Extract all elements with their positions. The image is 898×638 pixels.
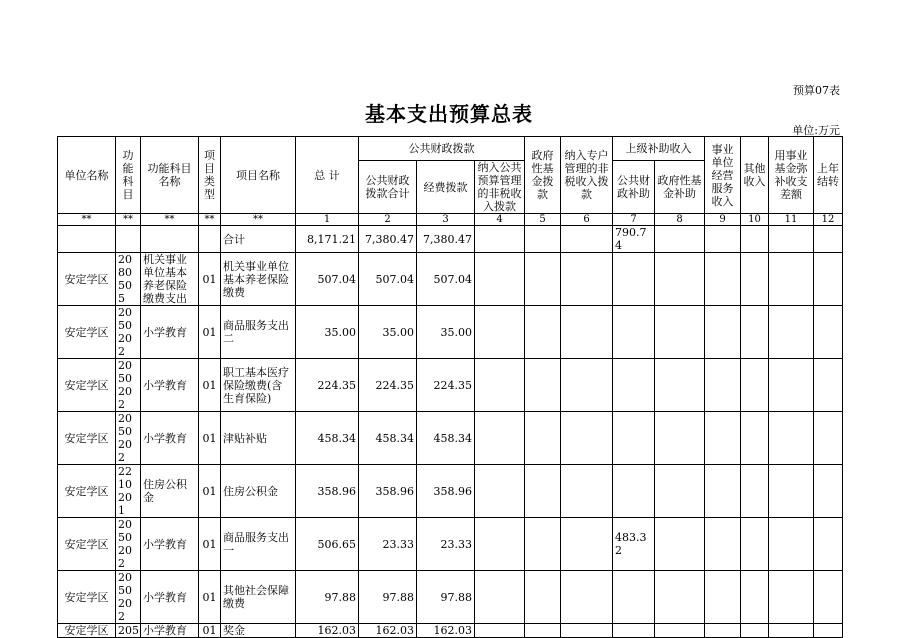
type-cell: 01 (199, 306, 221, 359)
unit-cell: 安定学区 (58, 253, 116, 306)
header-sup-public: 公共财政补助 (613, 161, 655, 214)
index-cell: 5 (525, 214, 561, 226)
header-func-code: 功能科目 (116, 137, 141, 214)
empty-cell (741, 306, 769, 359)
type-cell: 01 (199, 253, 221, 306)
header-carryover: 上年结转 (814, 137, 843, 214)
empty-cell (741, 624, 769, 638)
type-cell: 01 (199, 359, 221, 412)
empty-cell (525, 412, 561, 465)
header-business: 事业单位经营服务收入 (705, 137, 741, 214)
empty-cell (705, 465, 741, 518)
empty-cell (655, 412, 705, 465)
empty-cell (475, 253, 525, 306)
header-superior: 上级补助收入 (613, 137, 705, 161)
total-cell: 506.65 (296, 518, 359, 571)
empty-cell (814, 359, 843, 412)
summary-total: 8,171.21 (296, 226, 359, 253)
func-name-cell: 小学教育 (141, 359, 199, 412)
empty-cell (475, 306, 525, 359)
func-name-cell: 小学教育 (141, 624, 199, 638)
header-unit-name: 单位名称 (58, 137, 116, 214)
total-cell: 35.00 (296, 306, 359, 359)
empty-cell (655, 571, 705, 624)
empty-cell (814, 253, 843, 306)
sup-public-cell (613, 465, 655, 518)
func-name-cell: 机关事业单位基本养老保险缴费支出 (141, 253, 199, 306)
empty-cell (561, 253, 613, 306)
table-row (58, 412, 843, 465)
pf-total-cell: 458.34 (359, 412, 417, 465)
empty-cell (705, 624, 741, 638)
index-cell: 8 (655, 214, 705, 226)
empty-cell (814, 306, 843, 359)
empty-cell (561, 571, 613, 624)
table-row (58, 465, 843, 518)
code-cell: 2050202 (116, 571, 141, 624)
summary-row (58, 226, 843, 253)
empty-cell (525, 518, 561, 571)
unit-cell: 安定学区 (58, 359, 116, 412)
func-name-cell: 小学教育 (141, 306, 199, 359)
index-cell: ** (199, 214, 221, 226)
type-cell: 01 (199, 412, 221, 465)
index-cell: 11 (769, 214, 814, 226)
header-func-name: 功能科目名称 (141, 137, 199, 214)
func-name-cell: 小学教育 (141, 518, 199, 571)
sup-public-cell (613, 412, 655, 465)
empty-cell (525, 359, 561, 412)
empty-cell (525, 465, 561, 518)
empty-cell (769, 253, 814, 306)
index-cell: ** (141, 214, 199, 226)
total-cell: 458.34 (296, 412, 359, 465)
pf-total-cell: 35.00 (359, 306, 417, 359)
empty-cell (769, 359, 814, 412)
type-cell: 01 (199, 518, 221, 571)
empty-cell (741, 571, 769, 624)
code-cell: 2080505 (116, 253, 141, 306)
index-cell: 12 (814, 214, 843, 226)
empty-cell (741, 253, 769, 306)
func-name-cell: 小学教育 (141, 412, 199, 465)
empty-cell (561, 306, 613, 359)
pf-total-cell: 97.88 (359, 571, 417, 624)
empty-cell (475, 571, 525, 624)
pf-total-cell: 358.96 (359, 465, 417, 518)
empty-cell (525, 306, 561, 359)
empty-cell (814, 412, 843, 465)
empty-cell (655, 359, 705, 412)
pf-total-cell: 23.33 (359, 518, 417, 571)
header-total: 总 计 (296, 137, 359, 214)
empty-cell (561, 412, 613, 465)
empty-cell (705, 518, 741, 571)
index-cell: 2 (359, 214, 417, 226)
empty-cell (655, 465, 705, 518)
empty-cell (814, 465, 843, 518)
empty-cell (741, 518, 769, 571)
empty-cell (769, 518, 814, 571)
unit-cell: 安定学区 (58, 412, 116, 465)
index-cell: ** (58, 214, 116, 226)
index-cell: 9 (705, 214, 741, 226)
summary-pf-funding: 7,380.47 (417, 226, 475, 253)
code-cell: 2050202 (116, 518, 141, 571)
empty-cell (561, 624, 613, 638)
pf-funding-cell: 458.34 (417, 412, 475, 465)
item-name-cell: 商品服务支出一 (221, 518, 296, 571)
empty-cell (561, 465, 613, 518)
page-title: 基本支出预算总表 (365, 102, 533, 126)
empty-cell (705, 571, 741, 624)
empty-cell (741, 359, 769, 412)
empty-cell (769, 571, 814, 624)
budget-table (57, 136, 843, 638)
empty-cell (475, 624, 525, 638)
unit-cell: 安定学区 (58, 465, 116, 518)
empty-cell (475, 465, 525, 518)
empty-cell (705, 359, 741, 412)
empty-cell (655, 253, 705, 306)
pf-funding-cell: 162.03 (417, 624, 475, 638)
form-number: 预算07表 (793, 84, 840, 97)
index-cell: 6 (561, 214, 613, 226)
empty-cell (525, 571, 561, 624)
item-name-cell: 机关事业单位基本养老保险缴费 (221, 253, 296, 306)
sup-public-cell: 483.32 (613, 518, 655, 571)
code-cell: 2050202 (116, 306, 141, 359)
empty-cell (705, 412, 741, 465)
index-cell: 7 (613, 214, 655, 226)
code-cell: 2210201 (116, 465, 141, 518)
code-cell: 205 (116, 624, 141, 638)
unit-label: 单位:万元 (792, 124, 840, 137)
item-name-cell: 奖金 (221, 624, 296, 638)
empty-cell (475, 412, 525, 465)
header-item-name: 项目名称 (221, 137, 296, 214)
total-cell: 507.04 (296, 253, 359, 306)
func-name-cell: 住房公积金 (141, 465, 199, 518)
index-cell: ** (116, 214, 141, 226)
index-cell: ** (221, 214, 296, 226)
unit-cell: 安定学区 (58, 306, 116, 359)
item-name-cell: 职工基本医疗保险缴费(含生育保险) (221, 359, 296, 412)
index-cell: 4 (475, 214, 525, 226)
item-name-cell: 其他社会保障缴费 (221, 571, 296, 624)
header-gov-fund: 政府性基金拨款 (525, 137, 561, 214)
type-cell: 01 (199, 571, 221, 624)
empty-cell (561, 518, 613, 571)
empty-cell (655, 624, 705, 638)
sup-public-cell (613, 253, 655, 306)
pf-funding-cell: 23.33 (417, 518, 475, 571)
pf-funding-cell: 358.96 (417, 465, 475, 518)
total-cell: 224.35 (296, 359, 359, 412)
empty-cell (741, 412, 769, 465)
header-pf-funding: 经费拨款 (417, 161, 475, 214)
func-name-cell: 小学教育 (141, 571, 199, 624)
empty-cell (814, 624, 843, 638)
total-cell: 358.96 (296, 465, 359, 518)
type-cell: 01 (199, 465, 221, 518)
item-name-cell: 津贴补贴 (221, 412, 296, 465)
empty-cell (655, 518, 705, 571)
index-cell: 10 (741, 214, 769, 226)
summary-pf-total: 7,380.47 (359, 226, 417, 253)
empty-cell (525, 624, 561, 638)
total-cell: 162.03 (296, 624, 359, 638)
total-cell: 97.88 (296, 571, 359, 624)
empty-cell (769, 306, 814, 359)
sup-public-cell (613, 306, 655, 359)
pf-funding-cell: 224.35 (417, 359, 475, 412)
unit-cell: 安定学区 (58, 518, 116, 571)
header-item-type: 项目类型 (199, 137, 221, 214)
pf-funding-cell: 507.04 (417, 253, 475, 306)
unit-cell: 安定学区 (58, 571, 116, 624)
table-row (58, 253, 843, 306)
index-cell: 3 (417, 214, 475, 226)
empty-cell (655, 306, 705, 359)
table-row (58, 306, 843, 359)
sup-public-cell (613, 359, 655, 412)
summary-sup-public: 790.74 (613, 226, 655, 253)
table-row (58, 518, 843, 571)
empty-cell (769, 624, 814, 638)
empty-cell (475, 359, 525, 412)
header-pf-nontax: 纳入公共预算管理的非税收入拨款 (475, 161, 525, 214)
summary-label: 合计 (221, 226, 296, 253)
empty-cell (814, 518, 843, 571)
pf-total-cell: 224.35 (359, 359, 417, 412)
header-fund-balance: 用事业基金弥补收支差额 (769, 137, 814, 214)
index-row (58, 214, 843, 226)
empty-cell (741, 465, 769, 518)
empty-cell (705, 306, 741, 359)
header-other: 其他收入 (741, 137, 769, 214)
table-row (58, 624, 843, 638)
item-name-cell: 商品服务支出二 (221, 306, 296, 359)
empty-cell (769, 412, 814, 465)
empty-cell (561, 359, 613, 412)
empty-cell (525, 253, 561, 306)
pf-total-cell: 507.04 (359, 253, 417, 306)
header-public-finance: 公共财政拨款 (359, 137, 525, 161)
empty-cell (814, 571, 843, 624)
empty-cell (475, 518, 525, 571)
code-cell: 2050202 (116, 412, 141, 465)
pf-funding-cell: 97.88 (417, 571, 475, 624)
sup-public-cell (613, 571, 655, 624)
header-pf-total: 公共财政拨款合计 (359, 161, 417, 214)
header-special-nontax: 纳入专户管理的非税收入拨款 (561, 137, 613, 214)
empty-cell (705, 253, 741, 306)
code-cell: 2050202 (116, 359, 141, 412)
table-row (58, 571, 843, 624)
table-row (58, 359, 843, 412)
unit-cell: 安定学区 (58, 624, 116, 638)
index-cell: 1 (296, 214, 359, 226)
pf-total-cell: 162.03 (359, 624, 417, 638)
header-sup-gov: 政府性基金补助 (655, 161, 705, 214)
empty-cell (769, 465, 814, 518)
item-name-cell: 住房公积金 (221, 465, 296, 518)
empty-cell (613, 624, 655, 638)
type-cell: 01 (199, 624, 221, 638)
pf-funding-cell: 35.00 (417, 306, 475, 359)
